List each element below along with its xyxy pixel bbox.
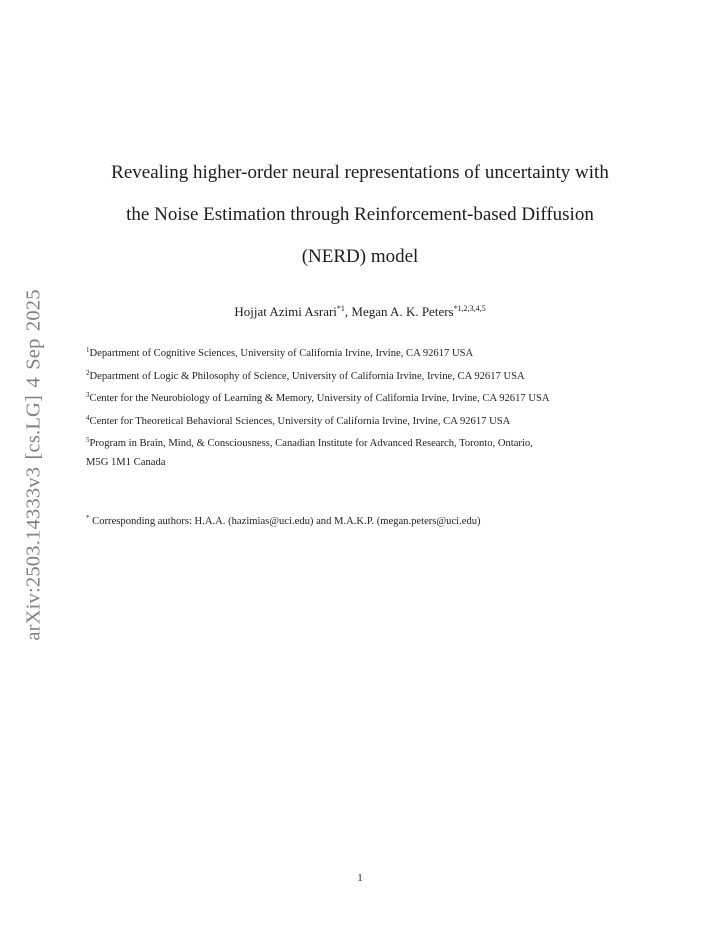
- affiliation-item: [86, 367, 676, 390]
- page-number: 1: [357, 872, 363, 884]
- author-list: [60, 304, 660, 320]
- paper-title-line-2: the Noise Estimation through Reinforcement-based Diffusion: [126, 204, 594, 225]
- affiliation-text: Center for Theoretical Behavioral Sciences, University of California Irvine, Irvine, CA 92617 USA: [89, 415, 511, 427]
- affiliation-number: 4: [86, 413, 90, 422]
- affiliation-number: 1: [86, 346, 90, 354]
- affiliation-item: [86, 389, 676, 412]
- affiliation-item: [86, 434, 676, 457]
- author-affiliation-marks: *1,2,3,4,5: [453, 304, 486, 313]
- affiliation-text: M5G 1M1 Canada: [86, 456, 166, 468]
- affiliation-item: [86, 344, 676, 367]
- author-affiliation-marks: *1: [336, 304, 345, 313]
- corresponding-text: Corresponding authors: H.A.A. (hazimias@uci.edu) and M.A.K.P. (megan.peters@uci.edu): [89, 516, 481, 527]
- affiliation-continuation: [86, 457, 676, 480]
- affiliation-text: Center for the Neurobiology of Learning & Memory, University of California Irvine, Irvine, CA 92617 USA: [89, 393, 550, 405]
- affiliation-item: [86, 412, 676, 435]
- affiliation-text: Department of Logic & Philosophy of Science, University of California Irvine, Irvine, CA 92617 USA: [89, 370, 525, 382]
- corresponding-authors-note: [86, 514, 481, 527]
- author-name: Hojjat Azimi Asrari: [234, 304, 337, 319]
- paper-title-line-3: (NERD) model: [301, 246, 419, 267]
- author-name: Megan A. K. Peters: [351, 304, 454, 319]
- paper-title-line-1: Revealing higher-order neural representations of uncertainty with: [111, 162, 609, 183]
- affiliation-number: 3: [86, 391, 90, 400]
- corresponding-mark: *: [86, 514, 90, 522]
- affiliation-text: Department of Cognitive Sciences, University of California Irvine, Irvine, CA 92617 USA: [89, 348, 474, 359]
- affiliation-number: 2: [86, 368, 90, 377]
- arxiv-identifier-stamp: arXiv:2503.14333v3 [cs.LG] 4 Sep 2025: [22, 289, 45, 641]
- author-separator: ,: [344, 304, 352, 319]
- affiliation-text: Program in Brain, Mind, & Consciousness, Canadian Institute for Advanced Research, Toronto, Ontario,: [89, 438, 533, 450]
- affiliation-number: 5: [86, 436, 90, 445]
- affiliation-list: [86, 344, 676, 480]
